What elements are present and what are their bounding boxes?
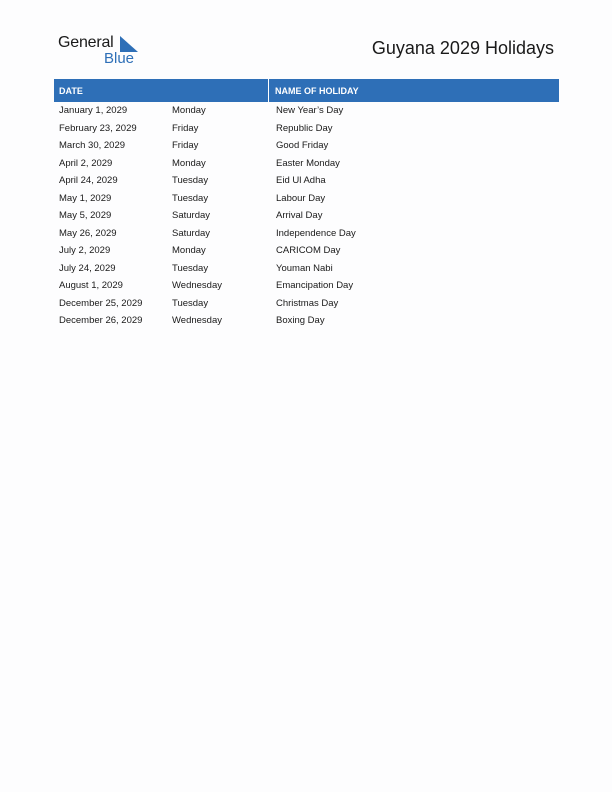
holiday-name: New Year’s Day	[276, 105, 344, 117]
holiday-weekday: Tuesday	[172, 262, 209, 274]
holiday-weekday: Friday	[172, 140, 199, 152]
holiday-date: February 23, 2029	[59, 122, 137, 134]
table-row	[54, 312, 559, 330]
holiday-weekday: Wednesday	[172, 280, 222, 292]
holiday-date: May 26, 2029	[59, 227, 117, 239]
holiday-name: Independence Day	[276, 227, 356, 239]
holiday-date: July 24, 2029	[59, 262, 116, 274]
holiday-weekday: Wednesday	[172, 315, 222, 327]
table-row	[54, 225, 559, 243]
logo-word-blue: Blue	[104, 50, 135, 67]
holiday-date: July 2, 2029	[59, 245, 111, 257]
table-row	[54, 190, 559, 208]
holiday-name: Emancipation Day	[276, 280, 354, 292]
holiday-name: Republic Day	[276, 122, 333, 134]
header-date: DATE	[54, 79, 269, 102]
table-row	[54, 242, 559, 260]
holiday-name: Labour Day	[276, 192, 326, 204]
table-header	[54, 79, 559, 102]
holiday-weekday: Tuesday	[172, 175, 209, 187]
holiday-weekday: Saturday	[172, 210, 211, 222]
holiday-weekday: Monday	[172, 245, 206, 257]
table-row	[54, 102, 559, 120]
holiday-date: May 1, 2029	[59, 192, 112, 204]
holiday-name: Christmas Day	[276, 297, 339, 309]
holiday-weekday: Saturday	[172, 227, 211, 239]
holiday-name: Youman Nabi	[276, 262, 333, 274]
holiday-date: May 5, 2029	[59, 210, 112, 222]
holiday-weekday: Monday	[172, 105, 206, 117]
table-row	[54, 277, 559, 295]
table-body	[54, 102, 559, 330]
holiday-date: April 2, 2029	[59, 157, 113, 169]
holiday-name: Arrival Day	[276, 210, 323, 222]
holiday-weekday: Tuesday	[172, 192, 209, 204]
holiday-date: March 30, 2029	[59, 140, 126, 152]
table-row	[54, 120, 559, 138]
holiday-weekday: Monday	[172, 157, 206, 169]
header-holiday-name: NAME OF HOLIDAY	[275, 85, 359, 96]
holiday-name: Good Friday	[276, 140, 329, 152]
table-row	[54, 172, 559, 190]
page-title: Guyana 2029 Holidays	[371, 38, 554, 58]
holiday-table	[54, 79, 559, 330]
holiday-name: CARICOM Day	[276, 245, 341, 257]
logo-word-general: General	[58, 34, 114, 51]
holiday-date: December 26, 2029	[59, 315, 143, 327]
table-row	[54, 137, 559, 155]
holiday-date: August 1, 2029	[59, 280, 123, 292]
table-row	[54, 260, 559, 278]
table-row	[54, 207, 559, 225]
holiday-date: April 24, 2029	[59, 175, 118, 187]
holiday-date: December 25, 2029	[59, 297, 143, 309]
holiday-weekday: Tuesday	[172, 297, 209, 309]
holiday-weekday: Friday	[172, 122, 199, 134]
holiday-date: January 1, 2029	[59, 105, 128, 117]
holiday-name: Boxing Day	[276, 315, 325, 327]
holiday-name: Eid Ul Adha	[276, 175, 326, 187]
logo	[58, 34, 148, 70]
table-row	[54, 295, 559, 313]
holiday-name: Easter Monday	[276, 157, 340, 169]
table-row	[54, 155, 559, 173]
